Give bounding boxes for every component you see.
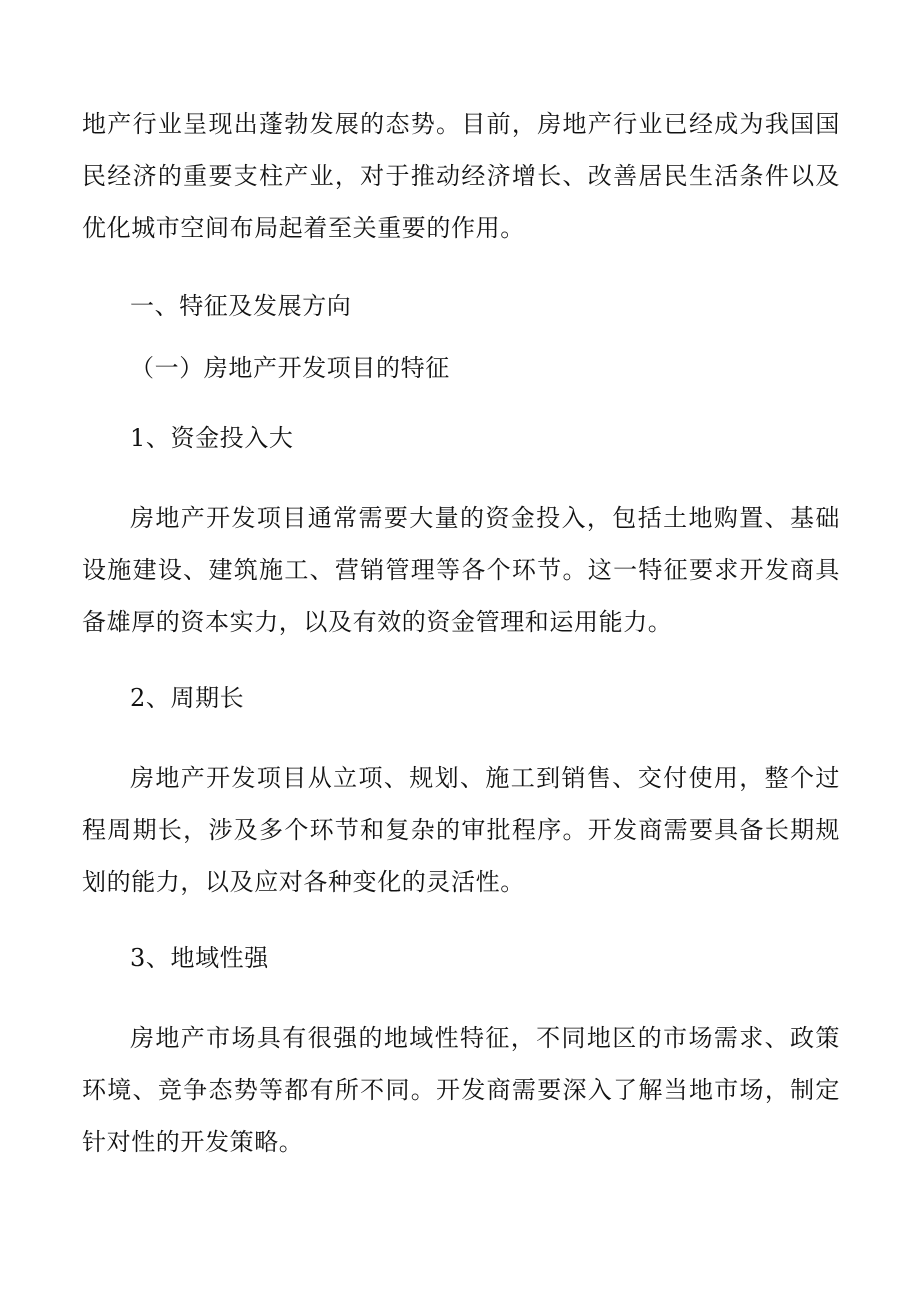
item-body-1: 房地产开发项目通常需要大量的资金投入，包括土地购置、基础设施建设、建筑施工、营销管理等各个环节。这一特征要求开发商具备雄厚的资本实力，以及有效的资金管理和运用能力。 [82, 504, 840, 636]
item-title-3: 3、地域性强 [130, 944, 269, 972]
section-heading: 一、特征及发展方向 [130, 292, 352, 320]
item-body-3: 房地产市场具有很强的地域性特征，不同地区的市场需求、政策环境、竞争态势等都有所不同。开发商需要深入了解当地市场，制定针对性的开发策略。 [82, 1024, 840, 1156]
subsection-heading: （一）房地产开发项目的特征 [130, 354, 450, 382]
intro-paragraph: 地产行业呈现出蓬勃发展的态势。目前，房地产行业已经成为我国国民经济的重要支柱产业，对于推动经济增长、改善居民生活条件以及优化城市空间布局起着至关重要的作用。 [82, 110, 840, 242]
item-body-2: 房地产开发项目从立项、规划、施工到销售、交付使用，整个过程周期长，涉及多个环节和复杂的审批程序。开发商需要具备长期规划的能力，以及应对各种变化的灵活性。 [82, 764, 840, 896]
item-title-1: 1、资金投入大 [130, 424, 294, 452]
item-title-2: 2、周期长 [130, 684, 245, 712]
